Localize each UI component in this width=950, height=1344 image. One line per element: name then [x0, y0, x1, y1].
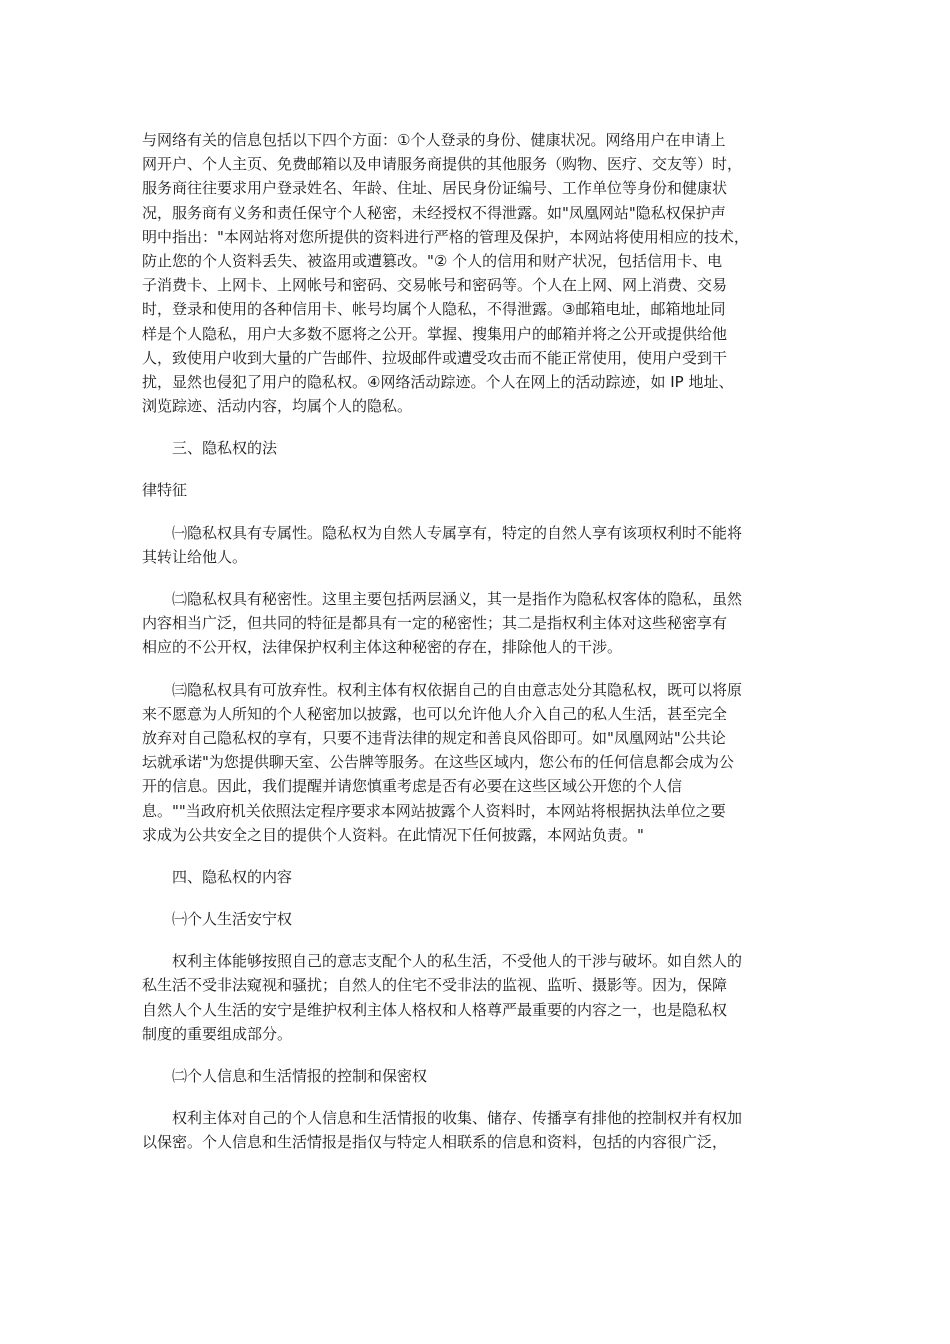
spacer: [142, 1046, 814, 1064]
text-line: 况，服务商有义务和责任保守个人秘密，未经授权不得泄露。如"凤凰网站"隐私权保护声: [142, 203, 726, 222]
text-line: 内容相当广泛，但共同的特征是都具有一定的秘密性；其二是指权利主体对这些秘密享有: [142, 614, 728, 633]
paragraph-secrecy: [142, 587, 814, 660]
spacer: [142, 847, 814, 865]
text-line: ㈠隐私权具有专属性。隐私权为自然人专属享有，特定的自然人享有该项权利时不能将: [142, 523, 743, 542]
spacer: [142, 503, 814, 521]
text-line: 制度的重要组成部分。: [142, 1024, 293, 1043]
document-body: [142, 128, 814, 1155]
text-line: 以保密。个人信息和生活情报是指仅与特定人相联系的信息和资料，包括的内容很广泛，: [142, 1133, 728, 1152]
text-line: 私生活不受非法窥视和骚扰；自然人的住宅不受非法的监视、监听、摄影等。因为，保障: [142, 976, 728, 995]
subheading-info-control: ㈡个人信息和生活情报的控制和保密权: [142, 1067, 428, 1085]
text-line: 权利主体能够按照自己的意志支配个人的私生活，不受他人的干涉与破坏。如自然人的: [142, 952, 743, 971]
text-line: 明中指出："本网站将对您所提供的资料进行严格的管理及保护，本网站将使用相应的技术，: [142, 227, 749, 246]
text-line: 与网络有关的信息包括以下四个方面：①个人登录的身份、健康状况。网络用户在申请上: [142, 131, 726, 149]
text-line: 权利主体对自己的个人信息和生活情报的收集、储存、传播享有排他的控制权并有权加: [142, 1109, 743, 1128]
spacer: [142, 1088, 814, 1106]
text-line: 网开户、个人主页、免费邮箱以及申请服务商提供的其他服务（购物、医疗、交友等）时，: [142, 155, 743, 174]
text-line: 子消费卡、上网卡、上网帐号和密码、交易帐号和密码等。个人在上网、网上消费、交易: [142, 276, 728, 295]
text-line: 坛就承诺"为您提供聊天室、公告牌等服务。在这些区域内，您公布的任何信息都会成为公: [142, 753, 734, 772]
text-line: 样是个人隐私，用户大多数不愿将之公开。掌握、搜集用户的邮箱并将之公开或提供给他: [142, 324, 728, 343]
section-heading-4: 四、隐私权的内容: [142, 867, 293, 886]
text-line: 其转让给他人。: [142, 547, 248, 566]
paragraph-network-info: [142, 128, 814, 418]
paragraph-waivable: [142, 678, 814, 847]
spacer: [142, 460, 814, 478]
paragraph-exclusivity: [142, 521, 814, 569]
spacer: [142, 889, 814, 907]
paragraph-life-peace: [142, 949, 814, 1046]
text-line: 求成为公共安全之目的提供个人资料。在此情况下任何披露，本网站负责。": [142, 825, 644, 844]
section-heading-3-part1: 三、隐私权的法: [142, 439, 278, 458]
text-line: 放弃对自己隐私权的享有，只要不违背法律的规定和善良风俗即可。如"凤凰网站"公共论: [142, 728, 726, 747]
text-line: 防止您的个人资料丢失、被盗用或遭篡改。"② 个人的信用和财产状况，包括信用卡、电: [142, 251, 723, 270]
text-line: 时，登录和使用的各种信用卡、帐号均属个人隐私，不得泄露。③邮箱电址，邮箱地址同: [142, 300, 726, 319]
text-line: ㈢隐私权具有可放弃性。权利主体有权依据自己的自由意志处分其隐私权，既可以将原: [142, 680, 743, 699]
text-line: ㈡隐私权具有秘密性。这里主要包括两层涵义，其一是指作为隐私权客体的隐私，虽然: [142, 590, 743, 608]
text-line: 开的信息。因此，我们提醒并请您慎重考虑是否有必要在这些区域公开您的个人信: [142, 777, 683, 796]
spacer: [142, 418, 814, 436]
text-line: 扰，显然也侵犯了用户的隐私权。④网络活动踪迹。个人在网上的活动踪迹，如 IP 地址、: [142, 372, 734, 391]
section-heading-3-part2: 律特征: [142, 481, 188, 500]
text-line: 来不愿意为人所知的个人秘密加以披露，也可以允许他人介入自己的私人生活，甚至完全: [142, 704, 728, 723]
subheading-life-peace: ㈠个人生活安宁权: [142, 910, 293, 929]
text-line: 自然人个人生活的安宁是维护权利主体人格权和人格尊严最重要的内容之一，也是隐私权: [142, 1000, 728, 1019]
paragraph-info-control: [142, 1106, 814, 1154]
text-line: 浏览踪迹、活动内容，均属个人的隐私。: [142, 397, 413, 416]
spacer: [142, 931, 814, 949]
text-line: 服务商往往要求用户登录姓名、年龄、住址、居民身份证编号、工作单位等身份和健康状: [142, 179, 728, 198]
text-line: 人，致使用户收到大量的广告邮件、拉圾邮件或遭受攻击而不能正常使用，使用户受到干: [142, 348, 728, 367]
text-line: 相应的不公开权，法律保护权利主体这种秘密的存在，排除他人的干涉。: [142, 638, 623, 657]
spacer: [142, 660, 814, 678]
spacer: [142, 569, 814, 587]
text-line: 息。""当政府机关依照法定程序要求本网站披露个人资料时，本网站将根据执法单位之要: [142, 801, 726, 820]
